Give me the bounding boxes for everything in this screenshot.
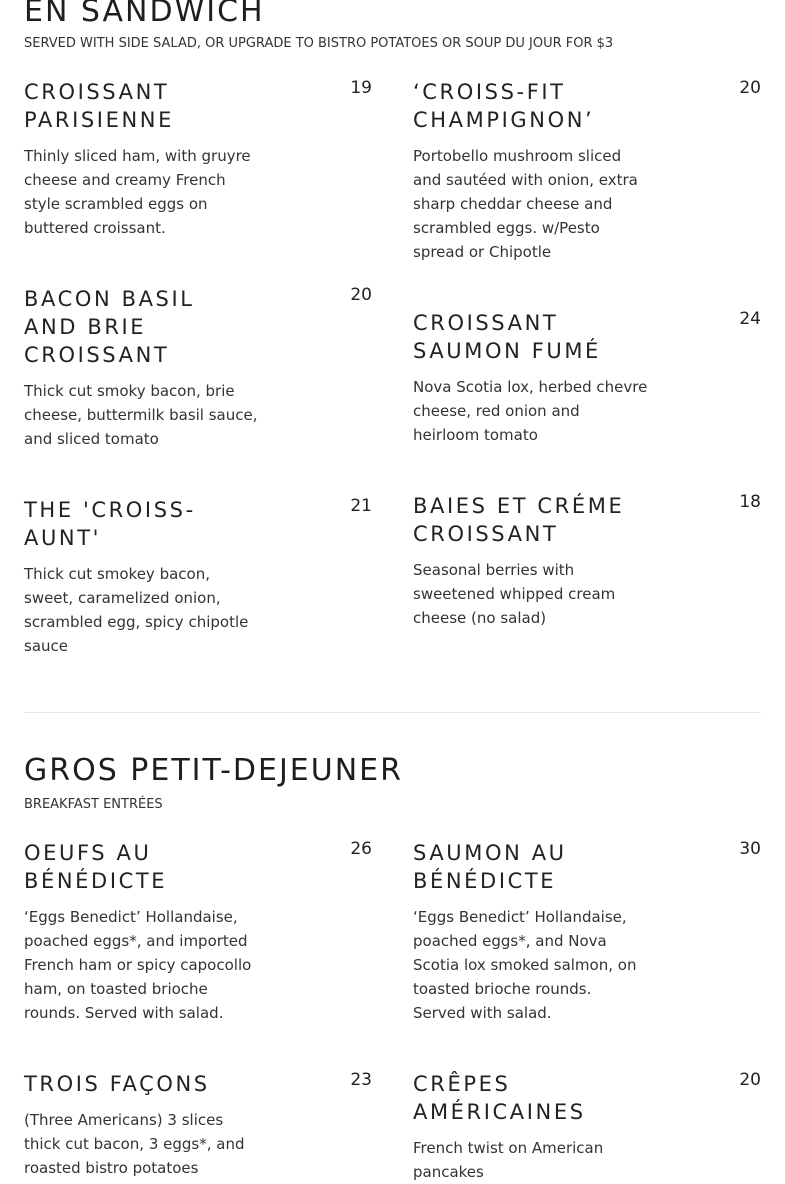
menu-item-name: CRÊPES AMÉRICAINES bbox=[413, 1072, 586, 1124]
section-title-breakfast: GROS PETIT-DEJEUNER bbox=[24, 753, 403, 788]
menu-item-saumon-au-benedicte bbox=[413, 839, 761, 1025]
menu-item-price: 18 bbox=[739, 492, 761, 512]
menu-item-price: 24 bbox=[739, 309, 761, 329]
menu-item-description: Portobello mushroom sliced and sautéed with onion, extra sharp cheddar cheese and scrambled eggs. w/Pesto spread or Chipotle bbox=[413, 147, 638, 261]
menu-item-bacon-basil-brie bbox=[24, 285, 372, 451]
menu-item-name: TROIS FAÇONS bbox=[24, 1072, 210, 1096]
menu-item-name: BAIES ET CRÉME CROISSANT bbox=[413, 494, 625, 546]
menu-item-description: Seasonal berries with sweetened whipped cream cheese (no salad) bbox=[413, 561, 616, 627]
menu-item-name: SAUMON AU BÉNÉDICTE bbox=[413, 841, 567, 893]
menu-item-croissant-saumon-fume bbox=[413, 309, 761, 447]
menu-item-description: Nova Scotia lox, herbed chevre cheese, red onion and heirloom tomato bbox=[413, 378, 648, 444]
menu-item-description: Thick cut smokey bacon, sweet, caramelized onion, scrambled egg, spicy chipotle sauce bbox=[24, 565, 249, 655]
menu-item-price: 26 bbox=[350, 839, 372, 859]
menu-item-name: CROISSANT PARISIENNE bbox=[24, 80, 174, 132]
menu-item-trois-facons bbox=[24, 1070, 372, 1180]
menu-item-description: ‘Eggs Benedict’ Hollandaise, poached eggs*, and Nova Scotia lox smoked salmon, on toasted brioche rounds. Served with salad. bbox=[413, 908, 637, 1022]
menu-item-crepes-americaines bbox=[413, 1070, 761, 1184]
section-title-sandwich: EN SANDWICH bbox=[24, 0, 265, 29]
menu-item-description: (Three Americans) 3 slices thick cut bacon, 3 eggs*, and roasted bistro potatoes bbox=[24, 1111, 245, 1177]
menu-item-baies-et-creme bbox=[413, 492, 761, 630]
menu-item-description: Thinly sliced ham, with gruyre cheese and creamy French style scrambled eggs on buttered croissant. bbox=[24, 147, 251, 237]
menu-item-name: BACON BASIL AND BRIE CROISSANT bbox=[24, 287, 195, 367]
menu-item-the-croiss-aunt bbox=[24, 496, 372, 658]
menu-item-croissant-parisienne bbox=[24, 78, 372, 240]
menu-item-price: 30 bbox=[739, 839, 761, 859]
section-subtitle-breakfast: BREAKFAST ENTRÉES bbox=[24, 797, 163, 812]
menu-item-price: 20 bbox=[739, 78, 761, 98]
menu-item-name: THE 'CROISS- AUNT' bbox=[24, 498, 196, 550]
menu-item-name: ‘CROISS-FIT CHAMPIGNON’ bbox=[413, 80, 595, 132]
section-divider bbox=[24, 712, 761, 713]
menu-item-price: 21 bbox=[350, 496, 372, 516]
menu-item-price: 19 bbox=[350, 78, 372, 98]
menu-item-description: French twist on American pancakes bbox=[413, 1139, 604, 1181]
menu-item-description: Thick cut smoky bacon, brie cheese, buttermilk basil sauce, and sliced tomato bbox=[24, 382, 258, 448]
menu-item-price: 20 bbox=[739, 1070, 761, 1090]
menu-item-name: OEUFS AU BÉNÉDICTE bbox=[24, 841, 168, 893]
menu-item-price: 20 bbox=[350, 285, 372, 305]
menu-item-price: 23 bbox=[350, 1070, 372, 1090]
menu-item-croiss-fit-champignon bbox=[413, 78, 761, 264]
menu-item-description: ‘Eggs Benedict’ Hollandaise, poached eggs*, and imported French ham or spicy capocollo ham, on toasted brioche rounds. Served with salad. bbox=[24, 908, 252, 1022]
menu-item-oeufs-au-benedicte bbox=[24, 839, 372, 1025]
menu-item-name: CROISSANT SAUMON FUMÉ bbox=[413, 311, 601, 363]
section-subtitle-sandwich: SERVED WITH SIDE SALAD, OR UPGRADE TO BISTRO POTATOES OR SOUP DU JOUR FOR $3 bbox=[24, 36, 614, 51]
